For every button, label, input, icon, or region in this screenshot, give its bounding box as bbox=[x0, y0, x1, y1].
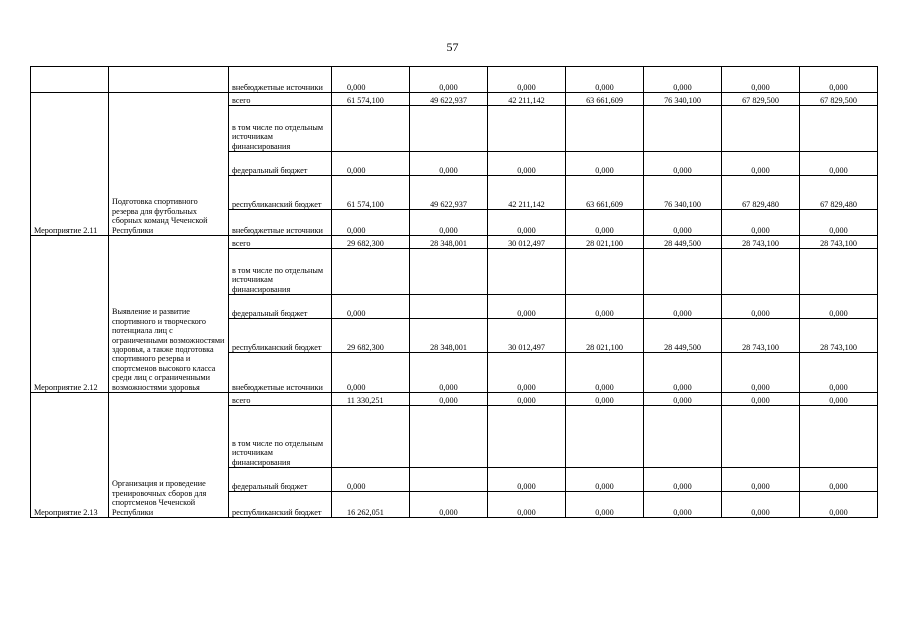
amount-cell: 0,000 bbox=[800, 67, 878, 93]
amount-cell: 0,000 bbox=[410, 152, 488, 176]
amount-cell: 0,000 bbox=[566, 353, 644, 393]
amount-cell: 76 340,100 bbox=[644, 93, 722, 106]
funding-source-cell: республиканский бюджет bbox=[229, 319, 332, 353]
amount-cell: 0,000 bbox=[566, 210, 644, 236]
amount-cell: 0,000 bbox=[800, 152, 878, 176]
amount-cell: 0,000 bbox=[644, 67, 722, 93]
amount-cell: 0,000 bbox=[332, 468, 410, 492]
amount-cell: 0,000 bbox=[332, 152, 410, 176]
amount-cell: 28 348,001 bbox=[410, 236, 488, 249]
amount-cell: 0,000 bbox=[488, 393, 566, 406]
event-name-cell bbox=[109, 67, 229, 93]
amount-cell: 0,000 bbox=[722, 468, 800, 492]
amount-cell: 28 021,100 bbox=[566, 236, 644, 249]
amount-cell bbox=[410, 106, 488, 152]
amount-cell: 0,000 bbox=[722, 152, 800, 176]
funding-table bbox=[30, 66, 878, 518]
funding-source-cell: в том числе по отдельным источникам финансирования bbox=[229, 249, 332, 295]
funding-table-body bbox=[31, 67, 878, 518]
amount-cell: 0,000 bbox=[488, 295, 566, 319]
amount-cell bbox=[722, 106, 800, 152]
event-name-cell: Организация и проведение тренировочных сборов для спортсменов Чеченской Республики bbox=[109, 393, 229, 518]
amount-cell: 0,000 bbox=[800, 492, 878, 518]
amount-cell: 28 743,100 bbox=[722, 236, 800, 249]
amount-cell: 0,000 bbox=[410, 492, 488, 518]
amount-cell: 0,000 bbox=[488, 210, 566, 236]
amount-cell: 28 743,100 bbox=[800, 319, 878, 353]
funding-source-cell: всего bbox=[229, 236, 332, 249]
funding-source-cell: всего bbox=[229, 93, 332, 106]
amount-cell bbox=[566, 106, 644, 152]
event-id-cell bbox=[31, 67, 109, 93]
amount-cell bbox=[644, 406, 722, 468]
amount-cell: 30 012,497 bbox=[488, 236, 566, 249]
amount-cell: 0,000 bbox=[566, 295, 644, 319]
amount-cell bbox=[332, 106, 410, 152]
funding-source-cell: федеральный бюджет bbox=[229, 295, 332, 319]
amount-cell: 61 574,100 bbox=[332, 93, 410, 106]
amount-cell: 0,000 bbox=[644, 210, 722, 236]
amount-cell: 28 348,001 bbox=[410, 319, 488, 353]
amount-cell: 0,000 bbox=[488, 67, 566, 93]
amount-cell: 0,000 bbox=[566, 67, 644, 93]
funding-source-cell: федеральный бюджет bbox=[229, 468, 332, 492]
amount-cell: 0,000 bbox=[488, 468, 566, 492]
amount-cell: 76 340,100 bbox=[644, 176, 722, 210]
amount-cell bbox=[488, 406, 566, 468]
amount-cell bbox=[722, 249, 800, 295]
table-row bbox=[31, 236, 878, 249]
amount-cell bbox=[644, 106, 722, 152]
amount-cell bbox=[410, 249, 488, 295]
amount-cell: 0,000 bbox=[800, 353, 878, 393]
funding-source-cell: в том числе по отдельным источникам финансирования bbox=[229, 106, 332, 152]
amount-cell bbox=[488, 249, 566, 295]
amount-cell: 0,000 bbox=[644, 295, 722, 319]
table-row bbox=[31, 67, 878, 93]
amount-cell: 63 661,609 bbox=[566, 176, 644, 210]
amount-cell: 28 021,100 bbox=[566, 319, 644, 353]
event-id-cell: Мероприятие 2.12 bbox=[31, 236, 109, 393]
amount-cell: 0,000 bbox=[566, 152, 644, 176]
amount-cell: 0,000 bbox=[722, 210, 800, 236]
event-name-cell: Выявление и развитие спортивного и творческого потенциала лиц с ограниченными возможностями здоровья, а также подготовка спортивного резерва и спортсменов высокого класса среди лиц с ограниченными возможностями здоровья bbox=[109, 236, 229, 393]
event-name-cell: Подготовка спортивного резерва для футбольных сборных команд Чеченской Республики bbox=[109, 93, 229, 236]
table-row bbox=[31, 93, 878, 106]
amount-cell: 29 682,300 bbox=[332, 236, 410, 249]
funding-source-cell: всего bbox=[229, 393, 332, 406]
amount-cell: 11 330,251 bbox=[332, 393, 410, 406]
amount-cell bbox=[410, 406, 488, 468]
funding-source-cell: внебюджетные источники bbox=[229, 67, 332, 93]
amount-cell: 0,000 bbox=[644, 468, 722, 492]
funding-source-cell: внебюджетные источники bbox=[229, 210, 332, 236]
amount-cell: 0,000 bbox=[566, 492, 644, 518]
amount-cell: 63 661,609 bbox=[566, 93, 644, 106]
amount-cell bbox=[488, 106, 566, 152]
amount-cell: 0,000 bbox=[332, 353, 410, 393]
event-id-cell: Мероприятие 2.11 bbox=[31, 93, 109, 236]
amount-cell bbox=[566, 249, 644, 295]
amount-cell: 0,000 bbox=[566, 468, 644, 492]
amount-cell bbox=[722, 406, 800, 468]
amount-cell: 0,000 bbox=[410, 67, 488, 93]
amount-cell: 0,000 bbox=[332, 295, 410, 319]
funding-source-cell: в том числе по отдельным источникам финансирования bbox=[229, 406, 332, 468]
amount-cell bbox=[332, 249, 410, 295]
amount-cell: 67 829,500 bbox=[800, 93, 878, 106]
funding-source-cell: республиканский бюджет bbox=[229, 176, 332, 210]
amount-cell: 0,000 bbox=[800, 210, 878, 236]
amount-cell: 49 622,937 bbox=[410, 93, 488, 106]
amount-cell: 0,000 bbox=[644, 393, 722, 406]
amount-cell: 67 829,480 bbox=[800, 176, 878, 210]
amount-cell: 61 574,100 bbox=[332, 176, 410, 210]
amount-cell: 67 829,500 bbox=[722, 93, 800, 106]
amount-cell: 28 449,500 bbox=[644, 236, 722, 249]
amount-cell: 0,000 bbox=[410, 210, 488, 236]
table-row bbox=[31, 393, 878, 406]
funding-source-cell: внебюджетные источники bbox=[229, 353, 332, 393]
amount-cell: 42 211,142 bbox=[488, 93, 566, 106]
amount-cell: 0,000 bbox=[722, 67, 800, 93]
amount-cell: 28 743,100 bbox=[722, 319, 800, 353]
amount-cell: 29 682,300 bbox=[332, 319, 410, 353]
amount-cell: 0,000 bbox=[722, 353, 800, 393]
amount-cell: 0,000 bbox=[410, 393, 488, 406]
amount-cell bbox=[800, 249, 878, 295]
amount-cell: 0,000 bbox=[644, 353, 722, 393]
amount-cell: 0,000 bbox=[488, 492, 566, 518]
funding-source-cell: федеральный бюджет bbox=[229, 152, 332, 176]
amount-cell: 0,000 bbox=[722, 492, 800, 518]
amount-cell: 28 449,500 bbox=[644, 319, 722, 353]
amount-cell: 0,000 bbox=[332, 67, 410, 93]
amount-cell bbox=[410, 295, 488, 319]
amount-cell: 0,000 bbox=[800, 393, 878, 406]
funding-source-cell: республиканский бюджет bbox=[229, 492, 332, 518]
amount-cell: 0,000 bbox=[644, 492, 722, 518]
amount-cell: 42 211,142 bbox=[488, 176, 566, 210]
amount-cell bbox=[800, 106, 878, 152]
amount-cell: 0,000 bbox=[800, 295, 878, 319]
amount-cell: 0,000 bbox=[488, 152, 566, 176]
amount-cell bbox=[800, 406, 878, 468]
amount-cell: 0,000 bbox=[332, 210, 410, 236]
amount-cell: 49 622,937 bbox=[410, 176, 488, 210]
amount-cell: 16 262,051 bbox=[332, 492, 410, 518]
amount-cell: 30 012,497 bbox=[488, 319, 566, 353]
event-id-cell: Мероприятие 2.13 bbox=[31, 393, 109, 518]
amount-cell: 0,000 bbox=[800, 468, 878, 492]
amount-cell bbox=[410, 468, 488, 492]
page-number: 57 bbox=[446, 40, 459, 54]
amount-cell: 0,000 bbox=[566, 393, 644, 406]
amount-cell: 67 829,480 bbox=[722, 176, 800, 210]
amount-cell bbox=[566, 406, 644, 468]
amount-cell bbox=[332, 406, 410, 468]
amount-cell: 0,000 bbox=[488, 353, 566, 393]
amount-cell bbox=[644, 249, 722, 295]
amount-cell: 0,000 bbox=[644, 152, 722, 176]
amount-cell: 28 743,100 bbox=[800, 236, 878, 249]
amount-cell: 0,000 bbox=[722, 393, 800, 406]
amount-cell: 0,000 bbox=[722, 295, 800, 319]
amount-cell: 0,000 bbox=[410, 353, 488, 393]
